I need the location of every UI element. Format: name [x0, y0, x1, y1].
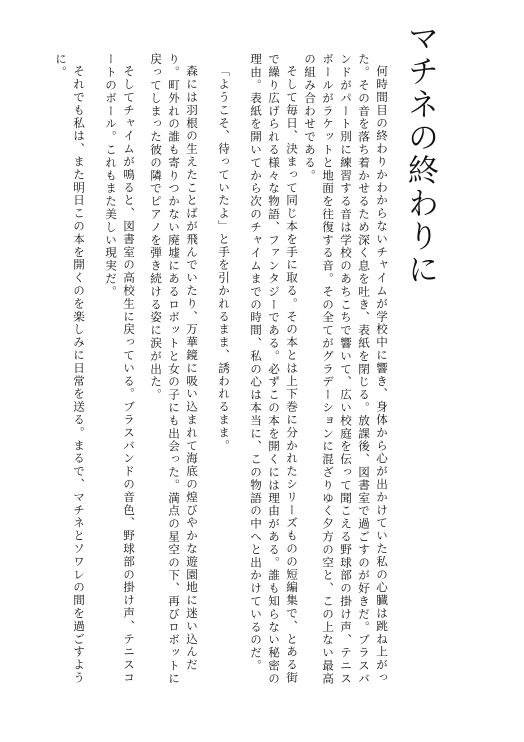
document-title: マチネの終わりに: [402, 22, 438, 286]
paragraph-2: そして毎日、決まって同じ本を手に取る。その本とは上下巻に分かれたシリーズものの短編集で、とある街で繰り広げられる様々な物語、ファンタジーである。必ずこの本を開くには理由がある。誰も知らない秘密の理由。表紙を開いてから次のチャイムまでの時間、私の心は本当に、この物語の中へと出かけているのだ。: [249, 53, 299, 686]
body-text: [11, 53, 391, 693]
paragraph-3: 「ようこそ、待っていたよ」と手を引かれるまま、誘われるまま。: [217, 64, 231, 452]
paragraph-4: 森には羽根の生えたことばが飛んでいたり、万華鏡に吸い込まれて海底の煌びやかな遊園地に迷い込んだり。町外れの誰も寄りつかない廃墟にあるロボットと女の子にも出会った。満点の星空の下、再びロボットに戻ってしまった彼の隣でピアノを弾き続ける姿に涙が出た。: [149, 53, 199, 686]
paragraph-6: それでも私は、また明日この本を開くのを楽しみに日常を送る。まるで、マチネとソワレの間を過ごすように。: [54, 53, 86, 684]
paragraph-5: そしてチャイムが鳴ると、図書室の高校生に戻っている。ブラスバンドの音色、野球部の掛け声、テニスコートのボール。これもまた美しい現実だ。: [104, 53, 136, 684]
paragraph-1: 何時間目の終わりかわからないチャイムが学校中に響き、身体から心が出かけていた私の心臓は跳ね上がった。その音を落ち着かせるため深く息を吐き、表紙を閉じる。放課後、図書室で過ごすのが好きだ。ブラスバンドがパート別に練習する音は学校のあちこちで響いて、広い校庭を伝って聞こえる野球部の掛け声、テニスボールがラケットと地面を往復する音。その全てがグラデーションに混ざりゆく夕方の空と、この上ない最高の組み合わせである。: [303, 53, 389, 686]
